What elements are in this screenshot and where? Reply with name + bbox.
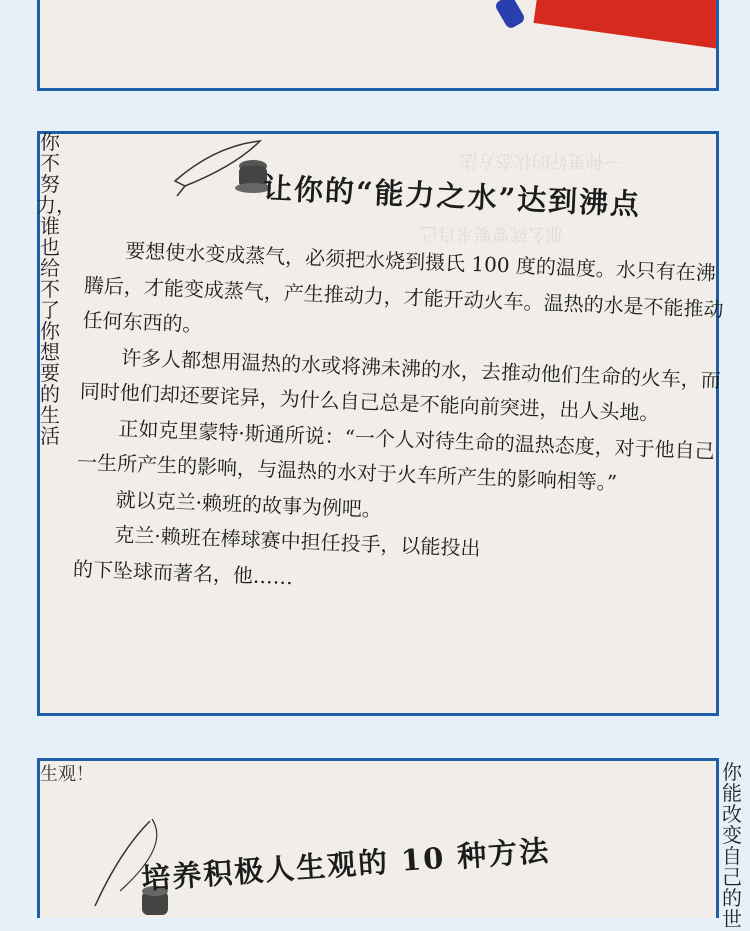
middle-page-photo: 一种更好的状态方法 那么就要要求自己 [37, 131, 719, 716]
bottom-page-photo [37, 758, 719, 918]
left-vertical-slogan: 你不努力，谁也给不了你想要的生活 [36, 130, 76, 448]
paragraph: 的下坠球而著名，他…… [72, 556, 294, 589]
paragraph: 就以克兰·赖班的故事为例吧。 [115, 486, 383, 522]
paragraph: 克兰·赖班在棒球赛中担任投手，以能投出 [113, 522, 481, 561]
section-heading: 培养积极人生观的 10 种方法 [140, 833, 552, 896]
red-book-cover-edge [533, 0, 719, 51]
paragraph: 正如克里蒙特·斯通所说：“一个人对待生命的温热态度，对于他自己一生所产生的影响，与温热的水对于火车所产生的影响相等。” [76, 415, 716, 495]
bottom-page-top-line: 生观！ [40, 764, 94, 785]
right-vertical-slogan: 你能改变自己的世 [722, 760, 742, 931]
body-text [72, 232, 725, 611]
paragraph: 要想使水变成蒸气，必须把水烧到摄氏 100 度的温度。水只有在沸腾后，才能变成蒸气，产生推动力，才能开动火车。温热的水是不能推动任何东西的。 [82, 238, 724, 337]
chapter-heading: 让你的“能力之水”达到沸点 [262, 170, 642, 222]
paragraph: 许多人都想用温热的水或将沸未沸的水，去推动他们生命的火车，而同时他们却还要诧异，为什么自己总是不能向前突进，出人头地。 [79, 344, 722, 426]
top-page-photo [37, 0, 719, 91]
blue-pen-mark [494, 0, 526, 30]
